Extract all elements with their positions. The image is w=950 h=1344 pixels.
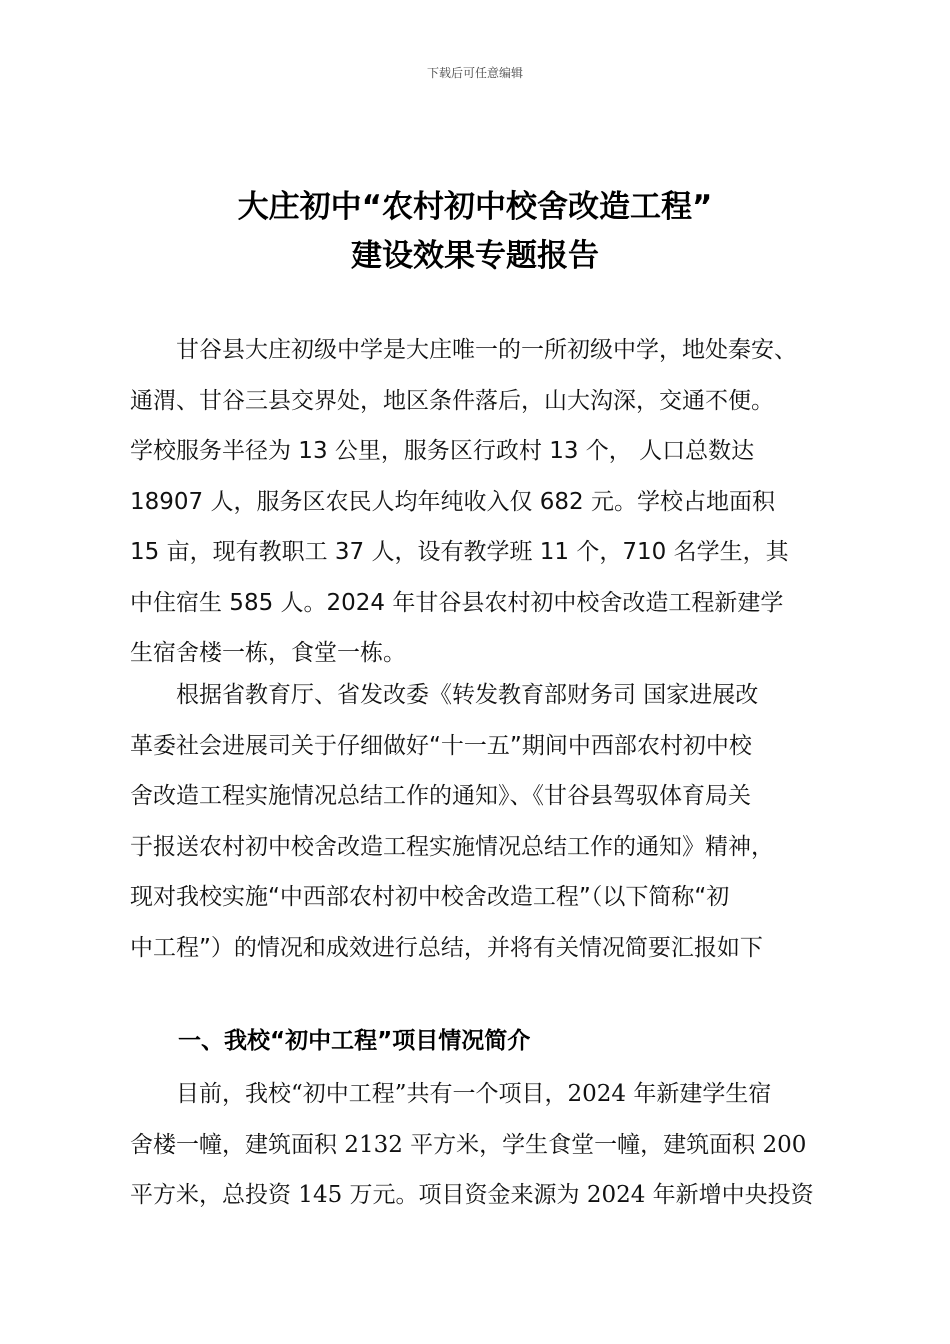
text-line: 通渭、甘谷三县交界处，地区条件落后，山大沟深，交通不便。 (130, 387, 774, 414)
text-line: 平方米，总投资 145 万元。项目资金来源为 2024 年新增中央投资 (130, 1182, 814, 1208)
text-line: 革委社会进展司关于仔细做好“十一五”期间中西部农村初中校 (130, 732, 752, 759)
paragraph-basis (130, 670, 860, 973)
text-line: 18907 人，服务区农民人均年纯收入仅 682 元。学校占地面积 (130, 488, 775, 515)
page-header-note: 下载后可任意编辑 (426, 66, 523, 80)
text-line: 中住宿生 585 人。2024 年甘谷县农村初中校舍改造工程新建学 (130, 589, 784, 616)
text-line: 舍楼一幢，建筑面积 2132 平方米，学生食堂一幢，建筑面积 200 (130, 1131, 807, 1158)
text-line: 于报送农村初中校舍改造工程实施情况总结工作的通知》精神， (130, 833, 774, 860)
text-line: 目前，我校“初中工程”共有一个项目，2024 年新建学生宿 (130, 1081, 772, 1107)
text-line: 生宿舍楼一栋，食堂一栋。 (130, 640, 406, 666)
text-line: 15 亩，现有教职工 37 人，设有教学班 11 个，710 名学生，其 (130, 539, 789, 565)
paragraph-school-overview (130, 325, 860, 679)
paragraph-project-summary (130, 1069, 860, 1221)
text-line: 舍改造工程实施情况总结工作的通知》、《甘谷县驾驭体育局关 (130, 783, 751, 809)
text-line: 现对我校实施“中西部农村初中校舍改造工程”（以下简称“初 (130, 884, 730, 910)
text-line: 学校服务半径为 13 公里，服务区行政村 13 个， 人口总数达 (130, 438, 755, 464)
section-heading-1: 一、我校“初中工程”项目情况简介 (178, 1028, 531, 1054)
text-line: 根据省教育厅、省发改委《转发教育部财务司 国家进展改 (130, 682, 759, 708)
text-line: 中工程”）的情况和成效进行总结，并将有关情况简要汇报如下 (130, 934, 763, 961)
document-title-line-1: 大庄初中“农村初中校舍改造工程” (237, 189, 713, 225)
text-line: 甘谷县大庄初级中学是大庄唯一的一所初级中学，地处秦安、 (130, 337, 797, 363)
document-title-line-2: 建设效果专题报告 (351, 238, 599, 274)
